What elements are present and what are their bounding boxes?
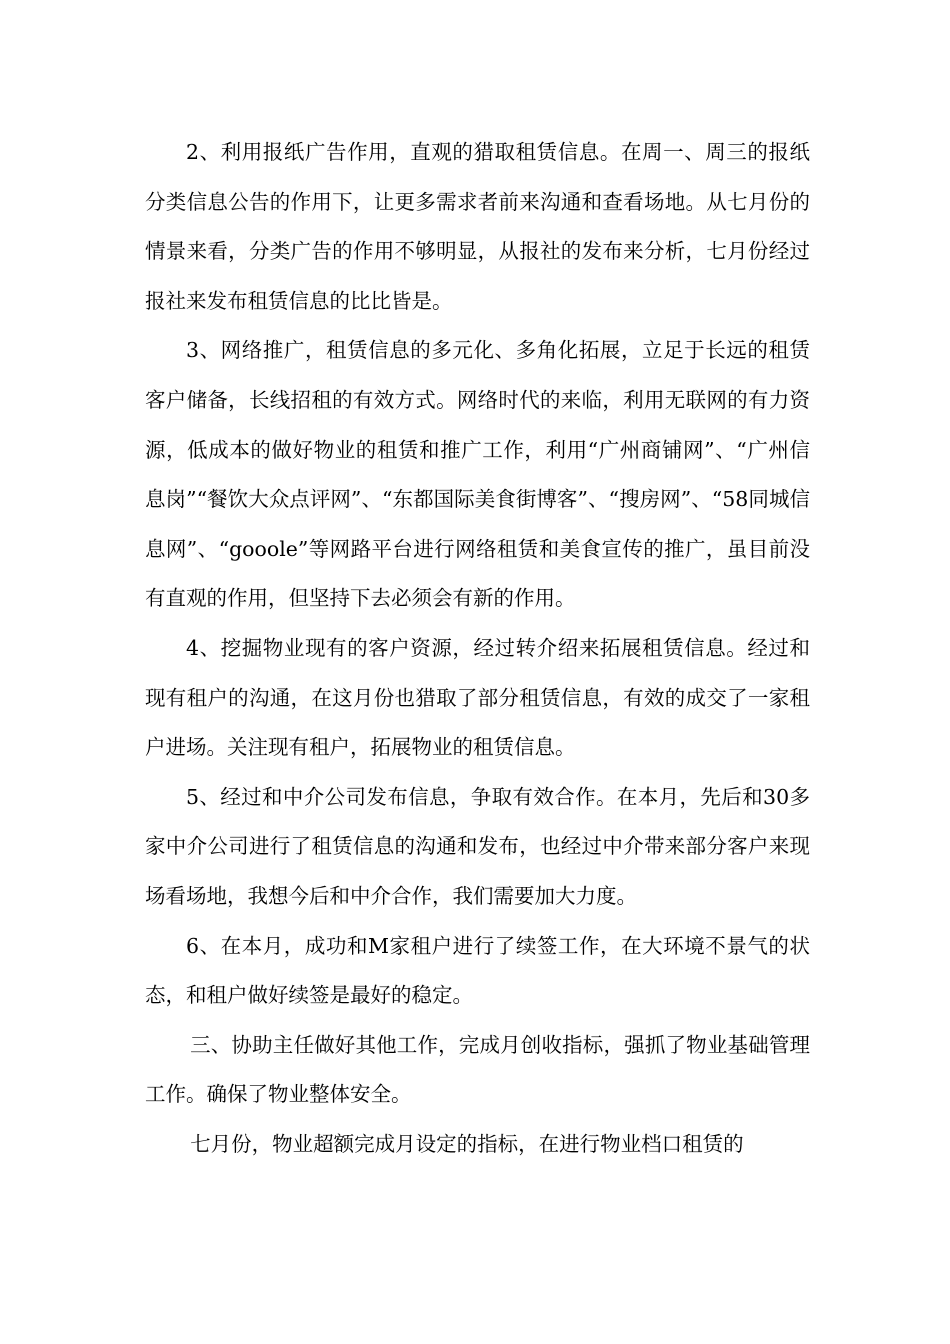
paragraph-july-summary: 七月份，物业超额完成月设定的指标，在进行物业档口租赁的 — [190, 1131, 744, 1156]
paragraph-online-promotion: 3、网络推广，租赁信息的多元化、多角化拓展，立足于长远的租赁客户储备，长线招租的有效方式。网络时代的来临，利用无联网的有力资源，低成本的做好物业的租赁和推广工作，利用“广州商铺网”、“广州信息岗”“餐饮大众点评网”、“东都国际美食街博客”、“搜房网”、“58同城信息网”、“gooole”等网路平台进行网络租赁和美食宣传的推广，虽目前没有直观的作用，但坚持下去必须会有新的作用。 — [145, 338, 810, 611]
paragraph-existing-clients: 4、挖掘物业现有的客户资源，经过转介绍来拓展租赁信息。经过和现有租户的沟通，在这月份也猎取了部分租赁信息，有效的成交了一家租户进场。关注现有租户，拓展物业的租赁信息。 — [145, 635, 810, 760]
paragraph-agency-cooperation: 5、经过和中介公司发布信息，争取有效合作。在本月，先后和30多家中介公司进行了租赁信息的沟通和发布，也经过中介带来部分客户来现场看场地，我想今后和中介合作，我们需要加大力度。 — [145, 784, 810, 908]
paragraph-lease-renewal: 6、在本月，成功和M家租户进行了续签工作，在大环境不景气的状态，和租户做好续签是最好的稳定。 — [145, 933, 810, 1008]
paragraph-section-three: 三、协助主任做好其他工作，完成月创收指标，强抓了物业基础管理工作。确保了物业整体安全。 — [145, 1032, 810, 1107]
paragraph-newspaper-ads: 2、利用报纸广告作用，直观的猎取租赁信息。在周一、周三的报纸分类信息公告的作用下，让更多需求者前来沟通和查看场地。从七月份的情景来看，分类广告的作用不够明显，从报社的发布来分析，七月份经过报社来发布租赁信息的比比皆是。 — [145, 140, 810, 313]
document-body — [145, 128, 810, 1169]
